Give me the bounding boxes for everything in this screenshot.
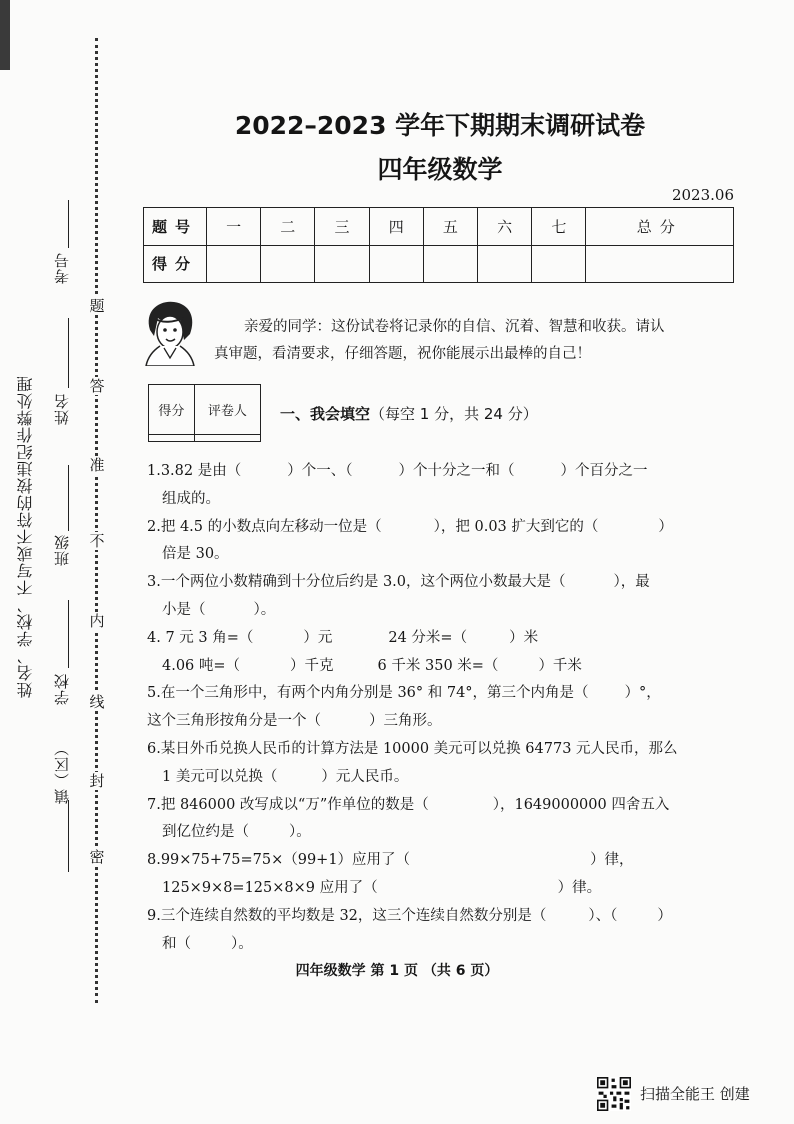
score-table-col: 三 [315, 208, 369, 246]
score-table-label: 得分 [144, 245, 207, 283]
grader-score-label: 得分 [149, 385, 195, 435]
seal-word: 不 [89, 532, 105, 550]
exam-subtitle: 四年级数学 [377, 155, 503, 184]
score-table-label: 题号 [144, 208, 207, 246]
class-line [68, 465, 69, 531]
town-label: 镇（区） [53, 740, 71, 804]
question-2: 2.把 4.5 的小数点向左移动一位是（ ），把 0.03 扩大到它的（ ） [147, 518, 673, 535]
seal-word: 题 [89, 297, 105, 315]
question-9: 9.三个连续自然数的平均数是 32，这三个连续自然数分别是（ ）、（ ） [147, 907, 672, 924]
score-cell[interactable] [315, 245, 369, 283]
intro-line: 亲爱的同学：这份试卷将记录你的自信、沉着、智慧和收获。请认 [244, 319, 665, 335]
score-table-col: 总分 [586, 208, 734, 246]
intro-line: 真审题，看清要求，仔细答题，祝你能展示出最棒的自己！ [214, 346, 591, 362]
score-table [143, 207, 734, 283]
section-title: 一、我会填空 [280, 405, 371, 423]
score-table-col: 二 [261, 208, 315, 246]
question-7: 7.把 846000 改写成以“万”作单位的数是（ ），1649000000 四舍五入 [147, 796, 670, 813]
score-cell[interactable] [261, 245, 315, 283]
score-cell[interactable] [478, 245, 532, 283]
school-label: 学校 [53, 673, 71, 705]
score-table-score-row [144, 245, 734, 283]
question-5-cont: 这个三角形按角分是一个（ ）三角形。 [147, 713, 442, 730]
score-cell[interactable] [532, 245, 586, 283]
question-1: 1.3.82 是由（ ）个一、（ ）个十分之一和（ ）个百分之一 [147, 463, 648, 479]
class-label: 班级 [53, 534, 71, 566]
score-cell[interactable] [586, 245, 734, 283]
grader-name-label: 评卷人 [194, 385, 260, 435]
score-cell[interactable] [423, 245, 477, 283]
exam-date: 2023.06 [671, 186, 734, 204]
question-list [147, 458, 737, 958]
question-8: 8.99×75+75=75×（99+1）应用了（ ）律， [147, 852, 634, 869]
question-3-cont: 小是（ ）。 [162, 601, 276, 618]
name-line [68, 318, 69, 388]
qr-code-icon [597, 1077, 631, 1111]
seal-word: 答 [89, 377, 105, 395]
question-6: 6.某日外币兑换人民币的计算方法是 10000 美元可以兑换 64773 元人民币，那么 [147, 740, 678, 757]
score-cell[interactable] [207, 245, 261, 283]
seal-word: 内 [89, 612, 105, 630]
teacher-cartoon-icon [140, 300, 200, 366]
section-note: （每空 1 分，共 24 分） [370, 405, 538, 423]
seal-word: 密 [89, 848, 105, 866]
question-4: 4. 7 元 3 角=（ ）元 24 分米=（ ）米 [147, 629, 539, 646]
grader-name-cell[interactable] [194, 435, 260, 442]
question-1-cont: 组成的。 [162, 490, 220, 507]
question-8-cont: 125×9×8=125×8×9 应用了（ ）律。 [162, 879, 602, 896]
score-cell[interactable] [369, 245, 423, 283]
name-label: 姓名 [53, 393, 71, 425]
question-7-cont: 到亿位约是（ ）。 [162, 824, 311, 841]
grader-score-cell[interactable] [149, 435, 195, 442]
score-table-col: 五 [423, 208, 477, 246]
score-table-header-row [144, 208, 734, 246]
scan-shadow [0, 0, 10, 70]
page-footer: 四年级数学 第 1 页 （共 6 页） [295, 963, 499, 979]
question-6-cont: 1 美元可以兑换（ ）元人民币。 [162, 768, 409, 785]
grader-box [148, 384, 261, 442]
score-table-col: 四 [369, 208, 423, 246]
margin-warning: 姓名、学校、不写或不符的按违纪作弊处理 [16, 375, 35, 698]
question-5: 5.在一个三角形中，有两个内角分别是 36° 和 74°，第三个内角是（ ）°， [147, 685, 661, 702]
scanner-watermark: 扫描全能王 创建 [640, 1085, 750, 1103]
exam-title: 2022–2023 学年下期期末调研试卷 [234, 111, 646, 140]
school-line [68, 600, 69, 668]
intro-text [214, 314, 734, 368]
exam-number-line [68, 200, 69, 248]
seal-word: 准 [89, 456, 105, 474]
question-2-cont: 倍是 30。 [162, 546, 229, 563]
seal-word: 线 [89, 693, 105, 711]
question-3: 3.一个两位小数精确到十分位后约是 3.0，这个两位小数最大是（ ），最 [147, 574, 650, 591]
section-heading [280, 403, 538, 424]
town-line [68, 800, 69, 872]
score-table-col: 六 [478, 208, 532, 246]
seal-word: 封 [89, 772, 105, 790]
score-table-col: 一 [207, 208, 261, 246]
question-4-cont: 4.06 吨=（ ）千克 6 千米 350 米=（ ）千米 [162, 657, 582, 674]
question-9-cont: 和（ ）。 [162, 935, 253, 952]
exam-number-label: 考号 [53, 252, 71, 284]
score-table-col: 七 [532, 208, 586, 246]
